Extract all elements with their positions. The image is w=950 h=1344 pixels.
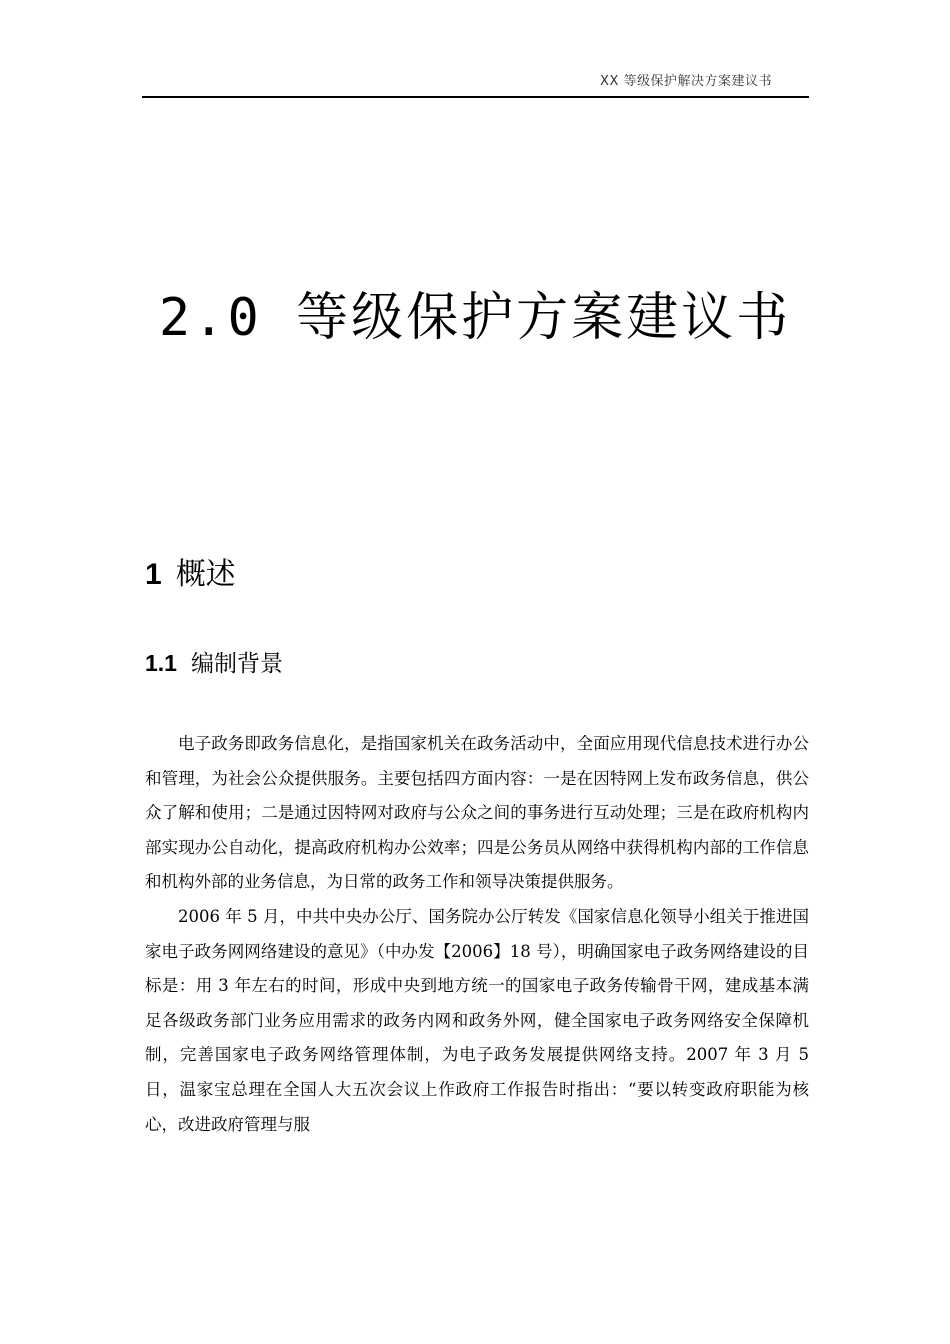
body-text [145,727,809,1142]
section-number: 1 [145,558,162,591]
document-title: 2.0 等级保护方案建议书 [158,288,792,348]
section-title: 概述 [175,557,236,592]
section-heading-1 [145,553,236,597]
paragraph: 2006 年 5 月，中共中央办公厅、国务院办公厅转发《国家信息化领导小组关于推进国家电子政务网网络建设的意见》（中办发【2006】18 号），明确国家电子政务网络建设的目标是：用 3 年左右的时间，形成中央到地方统一的国家电子政务传输骨干网，建成基本满足各级政务部门业务应用需求的政务内网和政务外网，健全国家电子政务网络安全保障机制，完善国家电子政务网络管理体制，为电子政务发展提供网络支持。2007 年 3 月 5 日，温家宝总理在全国人大五次会议上作政府工作报告时指出：“要以转变政府职能为核心，改进政府管理与服 [145,906,809,1134]
paragraph: 电子政务即政务信息化，是指国家机关在政务活动中，全面应用现代信息技术进行办公和管理，为社会公众提供服务。主要包括四方面内容：一是在因特网上发布政务信息，供公众了解和使用；二是通过因特网对政府与公众之间的事务进行互动处理；三是在政府机构内部实现办公自动化，提高政府机构办公效率；四是公务员从网络中获得机构内部的工作信息和机构外部的业务信息，为日常的政务工作和领导决策提供服务。 [145,734,809,892]
header-divider [142,96,809,98]
subsection-heading-1-1 [145,645,283,682]
subsection-title: 编制背景 [190,651,283,677]
header-title: XX 等级保护解决方案建议书 [600,74,772,89]
subsection-number: 1.1 [145,650,177,676]
